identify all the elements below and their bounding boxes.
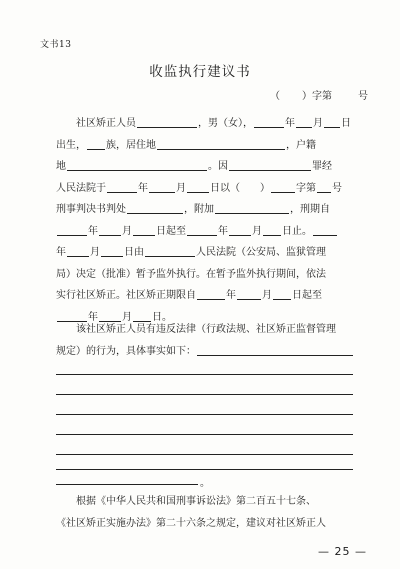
facts-blank-line-2[interactable] <box>56 394 353 395</box>
facts-blank-line-3[interactable] <box>56 414 353 415</box>
facts-blank-line-4[interactable] <box>56 434 353 435</box>
blank-decision-day[interactable] <box>101 245 123 257</box>
blank-decision-court[interactable] <box>145 245 195 257</box>
blank-ethnicity[interactable] <box>87 138 105 150</box>
blank-household-registration[interactable] <box>67 159 207 171</box>
blank-decision-year[interactable] <box>313 224 337 236</box>
blank-judgment-day[interactable] <box>187 181 209 193</box>
blank-name[interactable] <box>137 116 197 128</box>
para1-line-9: 实行社区矫正。社区矫正期限自 年 月 日起至 <box>56 290 322 301</box>
facts-blank-line-1[interactable] <box>56 374 353 375</box>
paragraph-violation-facts <box>56 319 356 362</box>
facts-blank-line-5[interactable] <box>56 454 353 455</box>
blank-term-end-year[interactable] <box>187 224 217 236</box>
blank-birth-day[interactable] <box>324 116 340 128</box>
blank-facts-first[interactable] <box>197 344 353 356</box>
docno-open: （ <box>270 91 280 102</box>
facts-blank-line-6[interactable] <box>56 469 353 470</box>
blank-correction-start-day[interactable] <box>273 288 291 300</box>
basis-line-1: 根据《中华人民共和国刑事诉讼法》第二百五十七条、 <box>76 496 316 507</box>
document-title: 收监执行建议书 <box>149 64 251 80</box>
blank-correction-start-month[interactable] <box>237 288 261 300</box>
blank-correction-start-year[interactable] <box>197 288 225 300</box>
facts-blank-line-last[interactable] <box>56 484 198 485</box>
para1-line-3: 地 。因 罪经 <box>56 161 332 172</box>
blank-judgment-year[interactable] <box>107 181 137 193</box>
blank-judgment-month[interactable] <box>149 181 175 193</box>
blank-birth-year[interactable] <box>254 116 284 128</box>
document-label: 文书13 <box>40 40 72 50</box>
blank-judgment-number[interactable] <box>317 181 331 193</box>
blank-term-end-day[interactable] <box>263 224 281 236</box>
docno-close: ）字第 <box>302 91 332 102</box>
paragraph-subject-info <box>56 113 356 328</box>
blank-additional-penalty[interactable] <box>215 202 289 214</box>
blank-term-start-month[interactable] <box>99 224 121 236</box>
blank-crime[interactable] <box>229 159 311 171</box>
para1-line-10: 年 月 日。 <box>56 307 356 329</box>
para2-line-1: 该社区矫正人员有违反法律（行政法规、社区矫正监督管理 <box>76 324 336 335</box>
basis-line-2: 《社区矫正实施办法》第二十六条之规定，建议对社区矫正人 <box>56 518 326 529</box>
blank-term-end-month[interactable] <box>229 224 251 236</box>
blank-sentence[interactable] <box>127 202 183 214</box>
page-number: — 25 — <box>318 545 367 558</box>
para1-line-1: 社区矫正人员 ，男（女）， 年 月 日 <box>76 118 351 129</box>
para1-line-5: 刑事判决书判处 ，附加 ，刑期自 <box>56 204 330 215</box>
blank-judgment-code[interactable] <box>271 181 295 193</box>
blank-term-start-year[interactable] <box>57 224 87 236</box>
document-number <box>270 87 368 102</box>
para1-line-6: 年 月 日起至 年 月 日止。 <box>56 221 356 243</box>
para1-line-4: 人民法院于 年 月 日以（ ） 字第 号 <box>56 182 342 194</box>
blank-term-start-day[interactable] <box>133 224 155 236</box>
para1-line-2: 出生， 族，居住地 ，户籍 <box>56 139 316 151</box>
blank-decision-month[interactable] <box>67 245 89 257</box>
docno-suffix: 号 <box>358 91 368 102</box>
para1-line-8: 局）决定（批准）暂予监外执行。在暂予监外执行期间，依法 <box>56 268 326 280</box>
blank-birth-month[interactable] <box>296 116 312 128</box>
paragraph-legal-basis <box>56 491 366 535</box>
blank-residence[interactable] <box>157 138 285 150</box>
facts-end-mark: 。 <box>200 478 210 489</box>
para1-line-7: 年 月 日由 人民法院（公安局、监狱管理 <box>56 247 326 258</box>
para2-line-2: 规定）的行为，具体事实如下： <box>56 341 356 363</box>
